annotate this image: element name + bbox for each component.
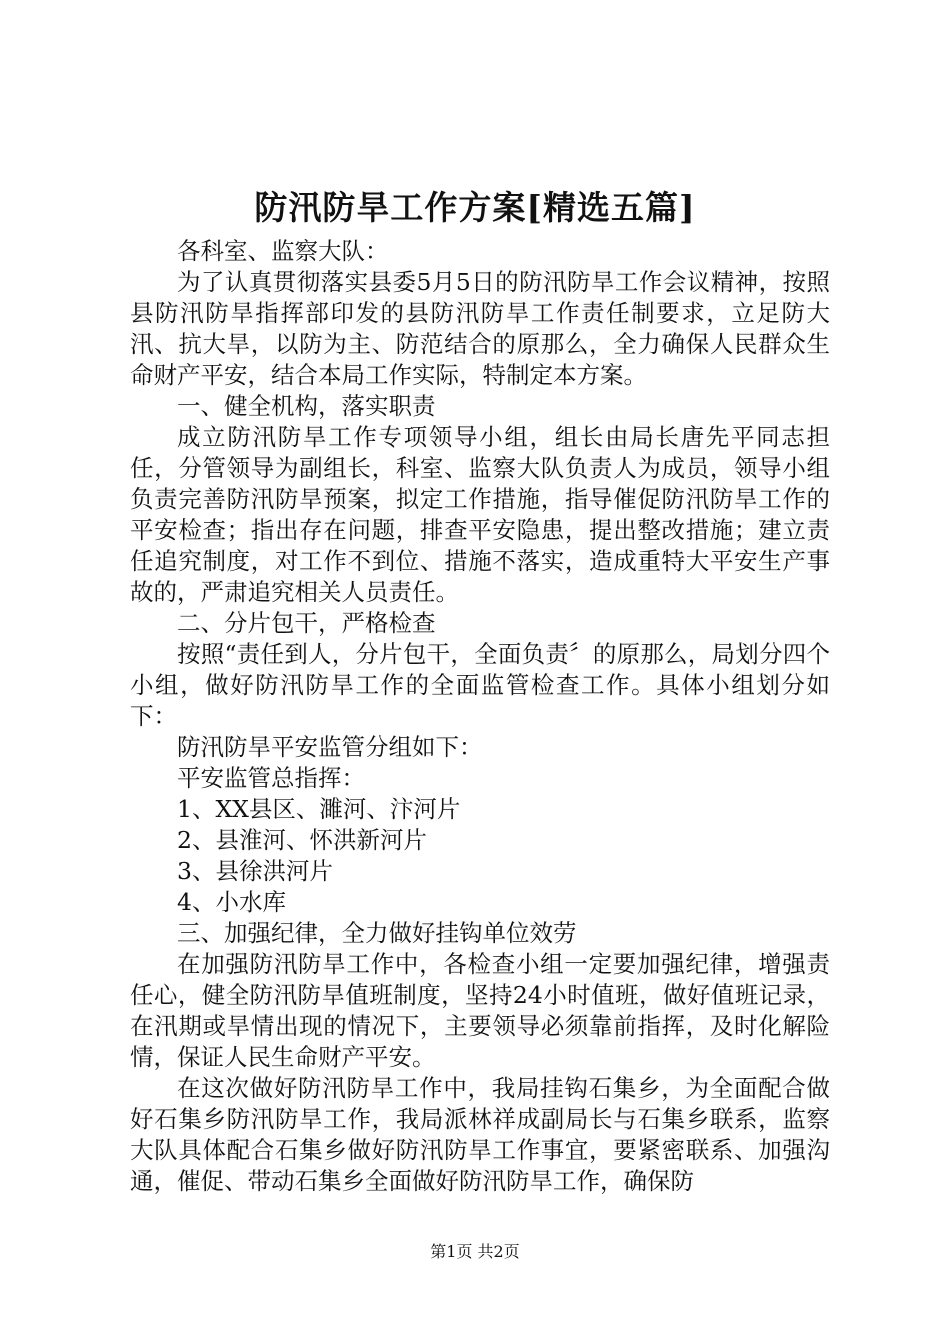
paragraph-section-2: 按照“责任到人，分片包干，全面负责〞的原那么，局划分四个小组，做好防汛防旱工作的全面监管检查工作。具体小组划分如下： — [130, 640, 830, 730]
paragraph-section-3: 在加强防汛防旱工作中，各检查小组一定要加强纪律，增强责任心，健全防汛防旱值班制度，坚持24小时值班，做好值班记录，在汛期或旱情出现的情况下，主要领导必须靠前指挥，及时化解险情，保证人民生命财产平安。 — [130, 950, 830, 1071]
group-list-heading: 防汛防旱平安监管分组如下： — [177, 733, 483, 761]
salutation: 各科室、监察大队： — [177, 237, 389, 265]
list-item: 4、小水库 — [177, 888, 286, 916]
paragraph-section-1: 成立防汛防旱工作专项领导小组，组长由局长唐先平同志担任，分管领导为副组长，科室、监察大队负责人为成员，领导小组负责完善防汛防旱预案，拟定工作措施，指导催促防汛防旱工作的平安检查；指出存在问题，排查平安隐患，提出整改措施；建立责任追究制度，对工作不到位、措施不落实，造成重特大平安生产事故的，严肃追究相关人员责任。 — [130, 423, 830, 606]
paragraph-intro: 为了认真贯彻落实县委5月5日的防汛防旱工作会议精神，按照县防汛防旱指挥部印发的县防汛防旱工作责任制要求，立足防大汛、抗大旱，以防为主、防范结合的原那么，全力确保人民群众生命财产平安，结合本局工作实际，特制定本方案。 — [130, 268, 830, 389]
section-heading-3: 三、加强纪律，全力做好挂钩单位效劳 — [177, 919, 577, 947]
list-item: 1、XX县区、濉河、汴河片 — [177, 795, 461, 823]
page-footer: 第1页 共2页 — [430, 1242, 520, 1261]
document-body — [130, 236, 830, 1197]
list-item: 3、县徐洪河片 — [177, 857, 333, 885]
document-title: 防汛防旱工作方案[精选五篇] — [254, 188, 696, 227]
commander-line: 平安监管总指挥： — [177, 764, 365, 792]
section-heading-2: 二、分片包干，严格检查 — [177, 609, 436, 637]
paragraph-section-3b: 在这次做好防汛防旱工作中，我局挂钩石集乡，为全面配合做好石集乡防汛防旱工作，我局派林祥成副局长与石集乡联系，监察大队具体配合石集乡做好防汛防旱工作事宜，要紧密联系、加强沟通，催促、带动石集乡全面做好防汛防旱工作，确保防 — [130, 1074, 830, 1195]
list-item: 2、县淮河、怀洪新河片 — [177, 826, 427, 854]
section-heading-1: 一、健全机构，落实职责 — [177, 392, 436, 420]
